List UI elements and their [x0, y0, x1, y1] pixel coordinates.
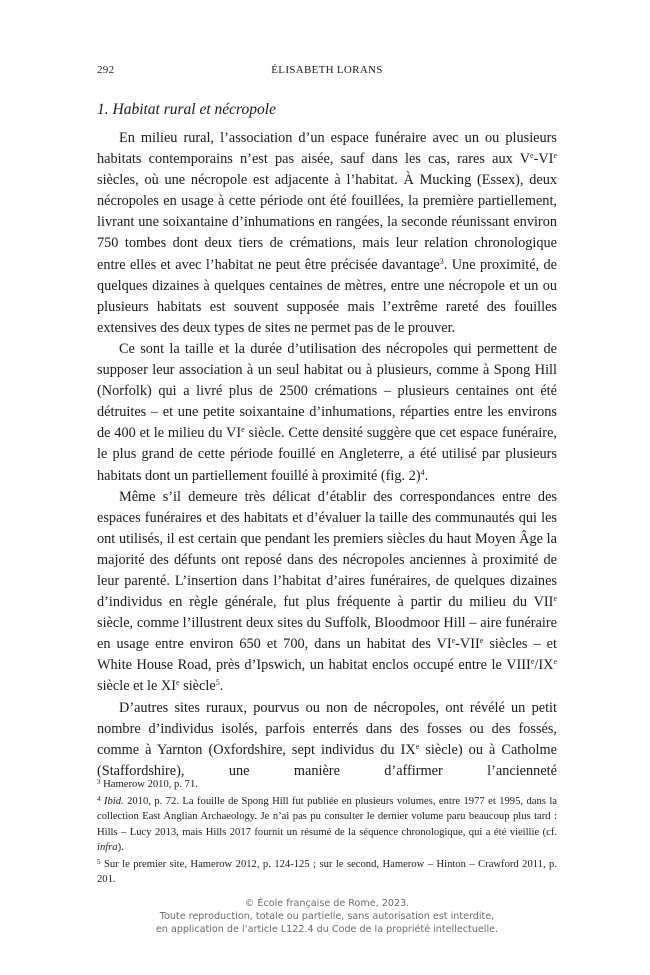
footnote-ref: 3	[439, 256, 444, 266]
copyright-line: en application de l’article L122.4 du Code de la propriété intellectuelle.	[155, 924, 499, 935]
page-header	[97, 64, 557, 80]
footnote: $^3$ Hamerow 2010, p. 71.	[97, 778, 198, 790]
footnotes	[97, 775, 557, 887]
footnote: $^4$ Ibid. 2010, p. 72. La fouille de Spong Hill fut publiée en plusieurs volumes, entre 1977 et 1995, dans la collection East Anglian Archaeology. Je n’ai pas pu consulter le dernier volume paru beaucoup plus tard : Hills – Lucy 2013, mais Hills 2017 fournit un résumé de la séquence chronologique, qui a été vieillie (cf. infra).	[97, 795, 557, 853]
body-text	[97, 128, 557, 782]
footnote-ref: 4	[420, 467, 425, 477]
paragraph: Ce sont la taille et la durée d’utilisation des nécropoles qui permettent de supposer leur association à un seul habitat ou à plusieurs, comme à Spong Hill (Norfolk) qui a livré plus de 2500 crémations – plusieurs centaines ont été détruites – et une petite soixantaine d’inhumations, réparties entre les environs de 400 et le milieu du VIe siècle. Cette densité suggère que cet espace funéraire, le plus grand de cette période fouillé en Angleterre, a été utilisé par plusieurs habitats dont un partiellement fouillé à proximité (fig. 2)$^4$.	[97, 340, 557, 484]
copyright-line: © École française de Rome, 2023.	[244, 898, 410, 909]
paragraph: Même s’il demeure très délicat d’établir des correspondances entre des espaces funéraires et des habitats et d’évaluer la taille des communautés qui les ont utilisés, il est certain que pendant les premiers siècles du haut Moyen Âge la majorité des défunts ont reposé dans des nécropoles anciennes à proximité de leur parenté. L’insertion dans l’habitat d’aires funéraires, de quelques dizaines d’individus en règle générale, fut plus fréquente à partir du milieu du VIIe siècle, comme l’illustrent deux sites du Suffolk, Bloodmoor Hill – aire funéraire en usage entre environ 650 et 700, dans un habitat des VIe-VIIe siècles – et White House Road, près d’Ipswich, un habitat enclos occupé entre le VIIIe/IXe siècle et le XIe siècle$^5$.	[97, 488, 557, 695]
running-head: ÉLISABETH LORANS	[271, 64, 383, 76]
section-title: 1. Habitat rural et nécropole	[97, 101, 276, 118]
page-number: 292	[97, 64, 115, 76]
copyright-notice	[97, 897, 557, 936]
footnote-ref: 5	[215, 678, 220, 688]
footnote: $^5$ Sur le premier site, Hamerow 2012, p. 124-125 ; sur le second, Hamerow – Hinton – Crawford 2011, p. 201.	[97, 858, 557, 886]
copyright-line: Toute reproduction, totale ou partielle, sans autorisation est interdite,	[159, 911, 495, 922]
paragraph: D’autres sites ruraux, pourvus ou non de nécropoles, ont révélé un petit nombre d’individus isolés, parfois enterrés dans des fosses ou des fossés, comme à Yarnton (Oxfordshire, sept individus du IXe siècle) ou à Catholme (Staffordshire), une manière d’affirmer l’ancienneté	[97, 699, 557, 779]
paragraph: En milieu rural, l’association d’un espace funéraire avec un ou plusieurs habitats contemporains n’est pas aisée, sauf dans les cas, rares aux Ve-VIe siècles, où une nécropole est adjacente à l’habitat. À Mucking (Essex), deux nécropoles en usage à cette période ont été fouillées, la première partiellement, livrant une soixantaine d’inhumations en rangées, la seconde réunissant environ 750 tombes dont deux tiers de crémations, mais leur relation chronologique entre elles et avec l’habitat ne peut être précisée davantage$^3$. Une proximité, de quelques dizaines à quelques centaines de mètres, entre une nécropole et un ou plusieurs habitats est souvent supposée mais l’extrême rareté des fouilles extensives des deux types de sites ne permet pas de le prouver.	[97, 130, 557, 336]
